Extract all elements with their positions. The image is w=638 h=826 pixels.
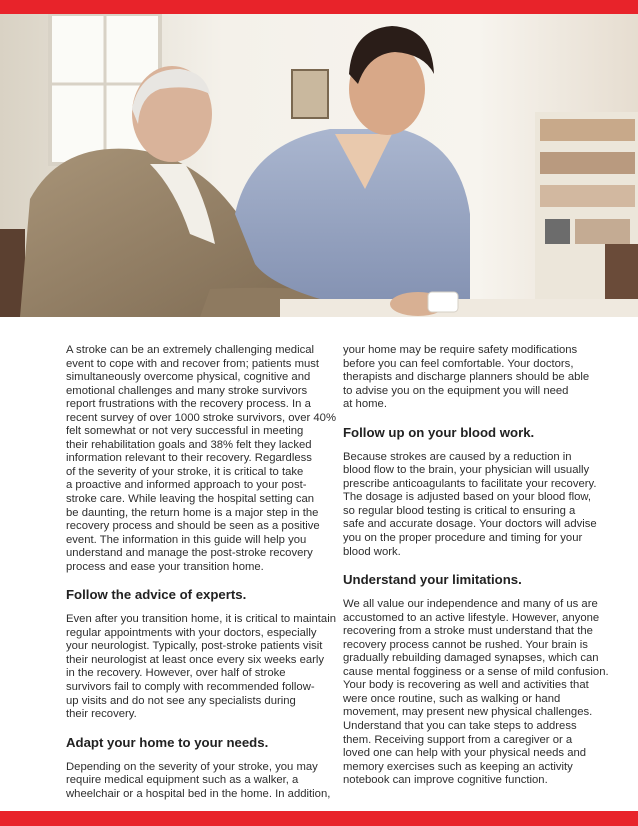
heading-adapt-home: Adapt your home to your needs. — [66, 734, 269, 750]
heading-follow-advice: Follow the advice of experts. — [66, 587, 247, 603]
paragraph-adapt-home-continued: your home may be require safety modifications before you can feel comfortable. Your doctors, therapists and discharge planners should be able to advise you on the equipment you will need at home. — [343, 344, 590, 411]
heading-limitations: Understand your limitations. — [343, 572, 522, 588]
intro-paragraph: A stroke can be an extremely challenging medical event to cope with and recover from; patients must simultaneously overcome physical, cognitive and emotional challenges and many stroke survivors report frustrations with the recovery process. In a recent survey of over 1000 stroke survivors, over 40% felt somewhat or not very successful in meeting their rehabilitation goals and 38% felt they lacked information relevant to their recovery. Regardless of the severity of your stroke, it is critical to take a proactive and informed approach to your post- stroke care. While leaving the hospital setting can be daunting, the return home is a major step in the recovery process and should be seen as a positive event. The information in this guide will help you understand and manage the post-stroke recovery process and ease your transition home. — [66, 344, 336, 573]
paragraph-adapt-home: Depending on the severity of your stroke, you may require medical equipment such as a walker, a wheelchair or a hospital bed in the home. In addition, — [66, 760, 331, 800]
left-text-column — [66, 344, 336, 801]
top-accent-bar — [0, 0, 638, 14]
bottom-accent-bar — [0, 811, 638, 826]
paragraph-blood-work: Because strokes are caused by a reduction in blood flow to the brain, your physician will usually prescribe anticoagulants to facilitate your recovery. The dosage is adjusted based on your blood flow, so regular blood testing is critical to ensuring a safe and accurate dosage. Your doctors will advise you on the proper procedure and timing for your blood work. — [343, 450, 597, 558]
right-text-column — [343, 344, 610, 788]
hero-photo-caregiver-with-patient — [0, 14, 638, 317]
paragraph-limitations: We all value our independence and many of us are accustomed to an active lifestyle. However, anyone recovering from a stroke must understand that the recovery process cannot be rushed. Your brain is gradually rebuilding damaged synapses, which can cause mental fogginess or a sense of mild confusion. Your body is recovering as well and activities that were once routine, such as walking or hand movement, may present new physical challenges. Understand that you can take steps to address them. Receiving support from a caregiver or a loved one can help with your physical needs and memory exercises such as keeping an activity notebook can improve cognitive function. — [343, 598, 609, 787]
heading-blood-work: Follow up on your blood work. — [343, 424, 535, 440]
paragraph-follow-advice: Even after you transition home, it is critical to maintain regular appointments with your doctors, especially your neurologist. Typically, post-stroke patients visit their neurologist at least once every six weeks early in the recovery. However, over half of stroke survivors fail to comply with recommended follow- up visits and do not see any specialists during their recovery. — [66, 613, 336, 721]
